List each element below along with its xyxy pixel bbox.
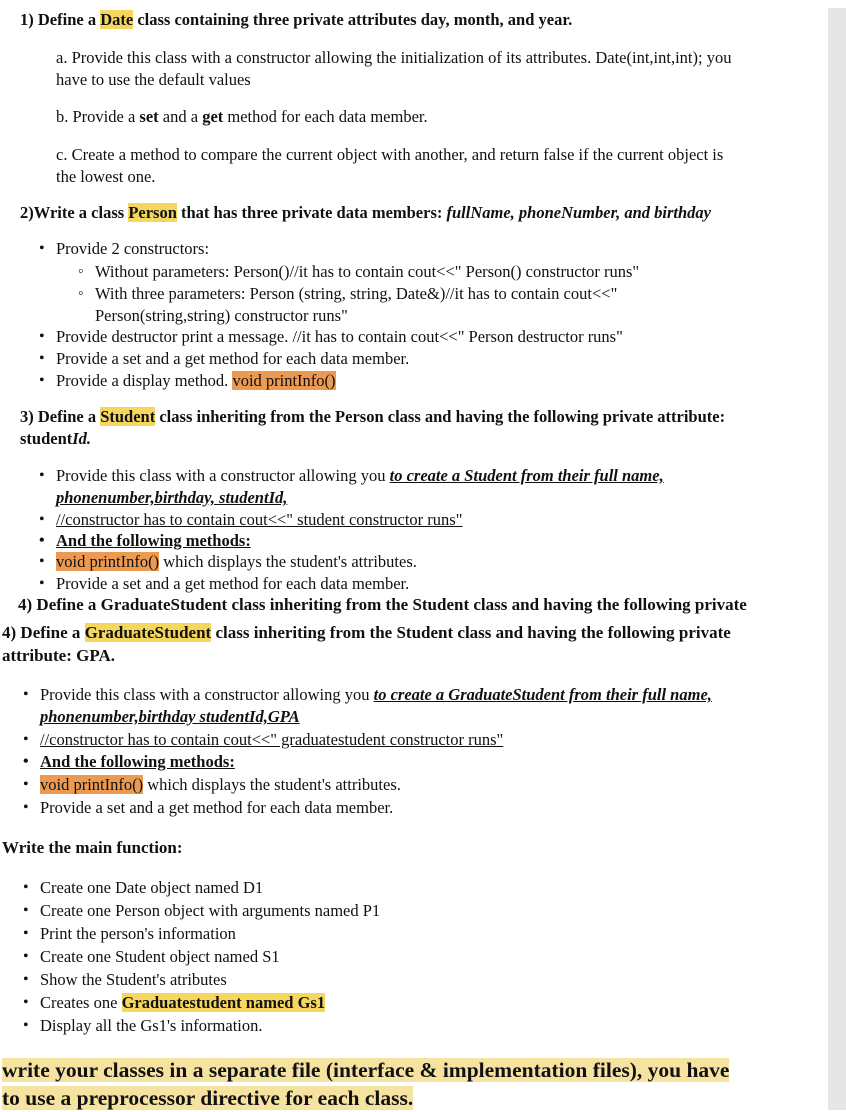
q2-item-4: • Provide a display method. void printInfo() (56, 370, 336, 392)
q3-item-3: • And the following methods: (56, 530, 251, 552)
q4-heading-line1: 4) Define a GraduateStudent class inheriting from the Student class and having the following private (2, 623, 731, 642)
main-item-2: • Create one Person object with arguments named P1 (40, 900, 380, 922)
q3-item-1-line1: • Provide this class with a constructor allowing you to create a Student from their full name, (56, 465, 664, 487)
q3-heading-line1: 3) Define a Student class inheriting from the Person class and having the following private attribute: (20, 407, 726, 426)
q2-subitem-2-line2: Person(string,string) constructor runs" (95, 306, 348, 325)
q1-item-b: b. Provide a set and a get method for each data member. (56, 107, 428, 126)
main-item-7: • Display all the Gs1's information. (40, 1015, 262, 1037)
main-item-4: • Create one Student object named S1 (40, 946, 280, 968)
main-heading: Write the main function: (2, 838, 183, 857)
q3-item-5: • Provide a set and a get method for each data member. (56, 573, 409, 595)
q2-subitem-2-line1: ◦ With three parameters: Person (string, string, Date&)//it has to contain cout<<" (95, 283, 617, 305)
cut-off-duplicate-line: 4) Define a GraduateStudent class inheriting from the Student class and having the following private (18, 595, 747, 614)
q2-item-3: • Provide a set and a get method for each data member. (56, 348, 409, 370)
q2-subitem-1: ◦ Without parameters: Person()//it has to contain cout<<" Person() constructor runs" (95, 261, 639, 283)
right-margin-strip (828, 8, 846, 1110)
main-item-3: • Print the person's information (40, 923, 236, 945)
q4-heading-line2: attribute: GPA. (2, 646, 115, 665)
q4-item-3: • And the following methods: (40, 751, 235, 773)
q1-item-c-line1: c. Create a method to compare the current object with another, and return false if the current object is (56, 145, 724, 164)
q1-item-a-line1: a. Provide this class with a constructor allowing the initialization of its attributes. Date(int,int,int); you (56, 48, 732, 67)
q2-heading: 2)Write a class Person that has three private data members: fullName, phoneNumber, and birthday (20, 203, 711, 222)
q2-item-2: • Provide destructor print a message. //it has to contain cout<<" Person destructor runs" (56, 326, 623, 348)
q1-heading: 1) Define a Date class containing three private attributes day, month, and year. (20, 10, 573, 29)
q4-item-2: • //constructor has to contain cout<<" graduatestudent constructor runs" (40, 729, 503, 751)
q4-item-1-line1: • Provide this class with a constructor allowing you to create a GraduateStudent from their full name, (40, 684, 712, 706)
q1-item-a-line2: have to use the default values (56, 70, 251, 89)
q4-item-5: • Provide a set and a get method for each data member. (40, 797, 393, 819)
q3-item-1-line2: phonenumber,birthday, studentId, (56, 488, 288, 507)
main-item-5: • Show the Student's atributes (40, 969, 227, 991)
footer-line2: to use a preprocessor directive for each class. (2, 1086, 414, 1110)
q3-heading-line2: studentId. (20, 429, 92, 448)
q1-item-c-line2: the lowest one. (56, 167, 156, 186)
q3-item-2: • //constructor has to contain cout<<" student constructor runs" (56, 509, 462, 531)
main-item-6: • Creates one Graduatestudent named Gs1 (40, 992, 325, 1014)
q4-item-1-line2: phonenumber,birthday studentId,GPA (40, 707, 300, 726)
q4-item-4: • void printInfo() which displays the student's attributes. (40, 774, 401, 796)
footer-line1: write your classes in a separate file (interface & implementation files), you have (2, 1058, 730, 1082)
main-item-1: • Create one Date object named D1 (40, 877, 263, 899)
q2-item-1: • Provide 2 constructors: (56, 238, 209, 260)
q3-item-4: • void printInfo() which displays the student's attributes. (56, 551, 417, 573)
